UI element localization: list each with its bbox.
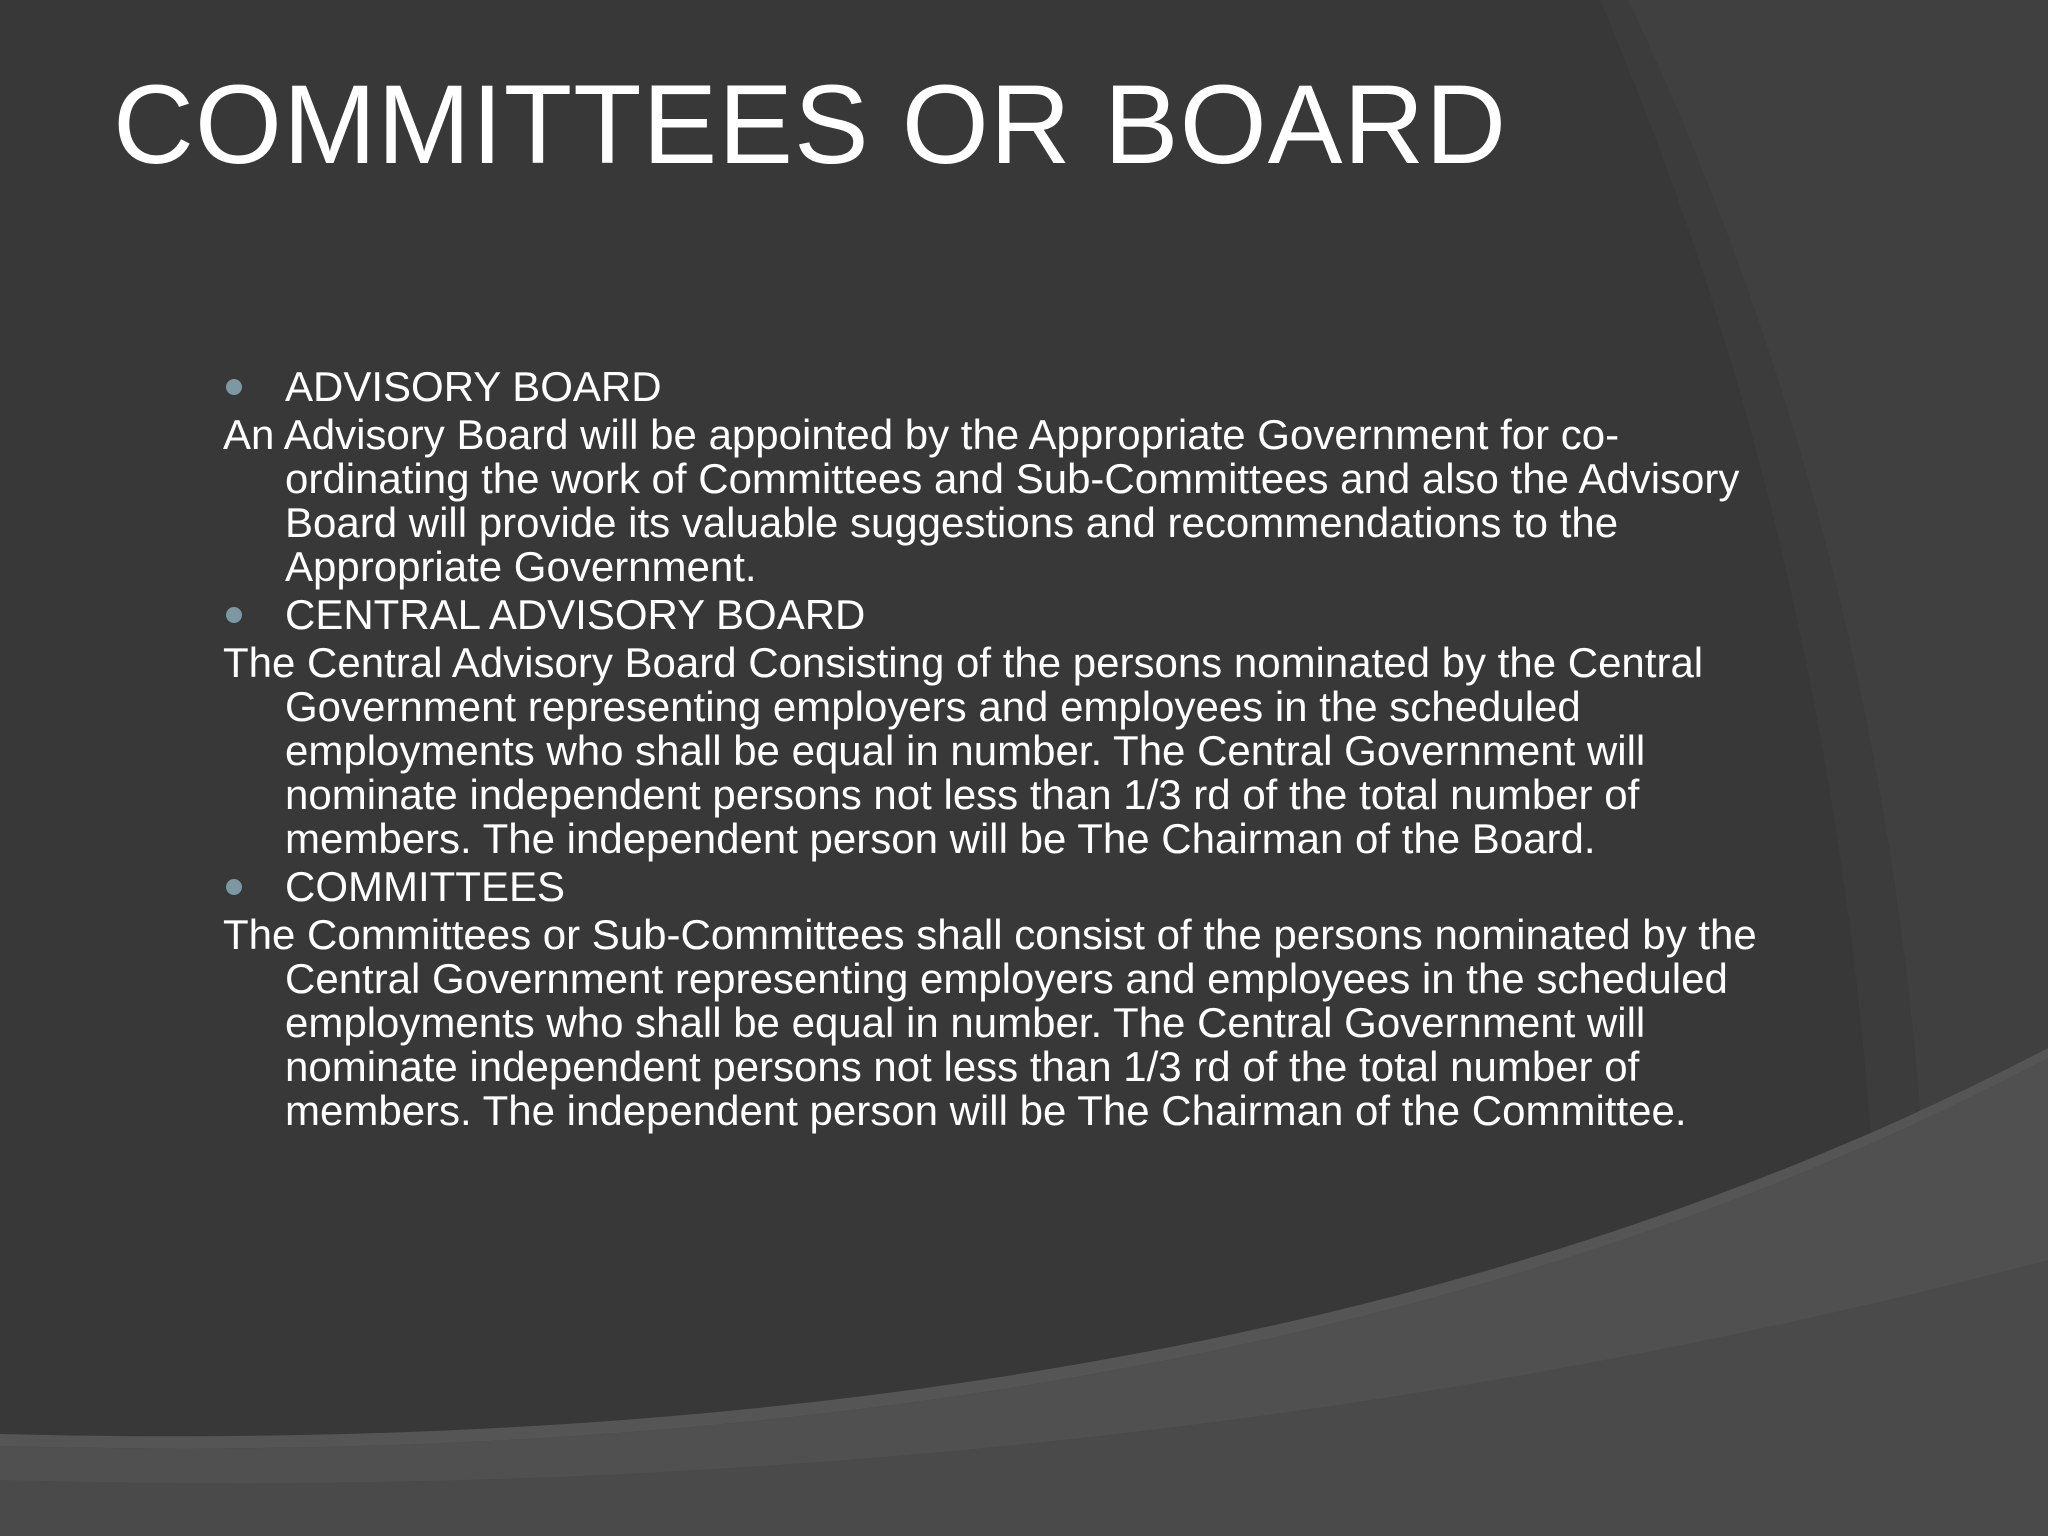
section-heading-advisory-board (223, 361, 1783, 413)
section-heading-text: COMMITTEES (285, 863, 565, 910)
section-heading-committees (223, 861, 1783, 913)
slide-content (223, 361, 1783, 1133)
section-body-central-advisory-board: The Central Advisory Board Consisting of the persons nominated by the Central Government representing employers and employees in the scheduled employments who shall be equal in number. The Central Government will nominate independent persons not less than 1/3 rd of the total number of members. The independent person will be The Chairman of the Board. (223, 639, 1704, 862)
section-body-committees: The Committees or Sub-Committees shall consist of the persons nominated by the Central Government representing employers and employees in the scheduled employments who shall be equal in number. The Central Government will nominate independent persons not less than 1/3 rd of the total number of members. The independent person will be The Chairman of the Committee. (223, 911, 1757, 1134)
bullet-dot-icon (226, 379, 242, 395)
section-heading-text: CENTRAL ADVISORY BOARD (285, 591, 866, 638)
slide-title: COMMITTEES OR BOARD (113, 62, 1508, 187)
bullet-dot-icon (226, 607, 242, 623)
bullet-dot-icon (226, 879, 242, 895)
section-body-advisory-board: An Advisory Board will be appointed by the Appropriate Government for co-ordinating the work of Committees and Sub-Committees and also the Advisory Board will provide its valuable suggestions and recommendations to the Appropriate Government. (223, 411, 1740, 590)
section-heading-central-advisory-board (223, 589, 1783, 641)
section-heading-text: ADVISORY BOARD (285, 363, 662, 410)
